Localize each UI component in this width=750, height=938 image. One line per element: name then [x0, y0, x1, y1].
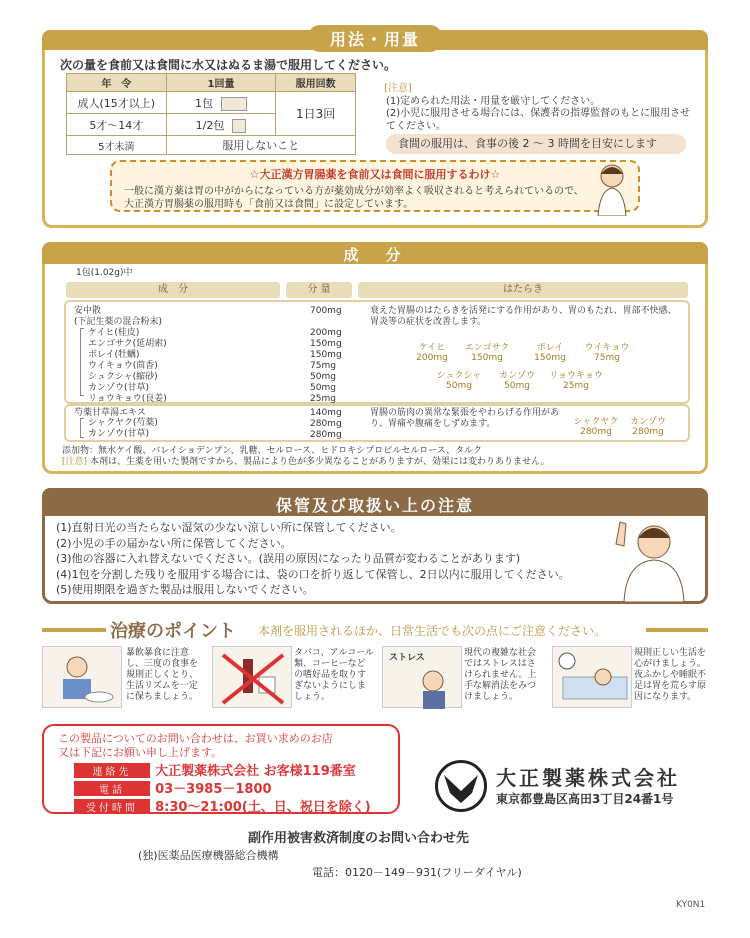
herb-chip [548, 368, 604, 391]
company-logo-icon [435, 760, 487, 812]
herb-chip-name: リョウキョウ [549, 371, 603, 381]
table-header-dose: 1回量 [166, 74, 276, 92]
group2-bracket [80, 418, 84, 438]
points-title: 治療のポイント [110, 621, 236, 642]
storage-item: (3)他の容器に入れ替えないでください。(誤用の原因になったり品質が変わることがあります) [56, 552, 521, 565]
group2-items [88, 418, 158, 440]
contact-label: 受付時間 [74, 799, 150, 814]
ingredient-amount: 280mg [310, 419, 342, 429]
usage-note-2: (2)小児に服用させる場合には、保護者の指導監督のもとに服用させてください。 [386, 108, 691, 132]
group1-bracket [80, 328, 84, 396]
relief-title: 副作用被害救済制度のお問い合わせ先 [248, 831, 470, 846]
herb-chip [624, 414, 672, 437]
ingredient-name: ウイキョウ(茴香) [88, 361, 158, 371]
ingredient-amount: 50mg [310, 383, 336, 393]
storage-list [56, 520, 570, 598]
herb-chip-value: 25mg [563, 381, 589, 391]
interval-note: 食間の服用は、食事の後 2 〜 3 時間を目安にします [386, 134, 686, 154]
contact-row [74, 796, 371, 815]
age-adult: 成人(15才以上) [67, 92, 167, 114]
dose-child-value: 1/2包 [195, 118, 225, 132]
dose-child [166, 114, 276, 136]
company-address: 東京都豊島区高田3丁目24番1号 [496, 792, 674, 806]
ingredients-title: 成 分 [343, 246, 407, 264]
tip-sleep: 規則正しい生活を心がけましょう。夜ふかしや睡眠不足は胃を荒らす原因になります。 [634, 648, 707, 702]
reason-text-2: 大正漢方胃腸薬の服用時も「食前又は食間」に設定しています。 [124, 199, 414, 210]
stress-label: ストレス [389, 653, 425, 663]
table-header-times: 服用回数 [276, 74, 356, 92]
ingredients-caution: 本剤は、生薬を用いた製剤ですから、製品により色が多少異なることがありますが、効果には変わりありません。 [90, 457, 550, 467]
company-name: 大正製薬株式会社 [496, 766, 680, 790]
ingredient-amount: 150mg [310, 339, 342, 349]
relief-org: (独)医薬品医療機器総合機構 [138, 849, 279, 862]
dose-adult [166, 92, 276, 114]
herb-chip [434, 368, 484, 391]
group2-amounts [310, 408, 342, 441]
herb-chip-value: 50mg [504, 381, 530, 391]
age-under5: 5才未満 [67, 136, 167, 155]
herb-chip-name: エンゴサク [464, 343, 510, 353]
contact-row [74, 760, 356, 779]
col-amount: 分 量 [286, 282, 352, 298]
herb-chip-value: 150mg [471, 353, 503, 363]
herb-chip-name: シュクシャ [436, 371, 482, 381]
group1-amounts [310, 328, 342, 405]
dosage-table [66, 73, 356, 155]
ingredient-amount: 75mg [310, 361, 336, 371]
dose-under5: 服用しないこと [166, 136, 355, 155]
contact-phone[interactable]: 03－3985－1800 [155, 782, 272, 797]
group1-name: 安中散 [74, 306, 102, 316]
storage-item: (2)小児の手の届かない所に保管してください。 [56, 536, 292, 550]
ingredient-amount: 150mg [310, 350, 342, 360]
storage-item: (5)使用期限を過ぎた製品は服用しないでください。 [56, 583, 314, 596]
herb-chip [462, 340, 512, 363]
storage-item: (1)直射日光の当たらない湿気の少ない涼しい所に保管してください。 [56, 521, 402, 534]
usage-note-1: (1)定められた用法・用量を厳守してください。 [386, 96, 601, 107]
ingredient-amount: 200mg [310, 328, 342, 338]
tip-stress: 現代の複雑な社会ではストレスはさけられません。上手な解消法をみつけましょう。 [464, 648, 537, 702]
ingredient-amount: 50mg [310, 372, 336, 382]
usage-title: 用法・用量 [308, 25, 442, 52]
points-subtitle: 本剤を服用されるほか、日常生活でも次の点にご注意ください。 [258, 624, 607, 638]
ingredient-name: カンゾウ(甘草) [88, 429, 150, 439]
contact-value: 大正製薬株式会社 お客様119番室 [155, 764, 356, 779]
ingredient-name: リョウキョウ(良姜) [88, 394, 167, 404]
col-ingredient: 成 分 [66, 282, 280, 298]
age-child: 5才〜14才 [67, 114, 167, 136]
per-packet: 1包(1.02g)中 [76, 268, 133, 278]
group1-items [88, 328, 167, 405]
ingredient-name: シャクヤク(芍薬) [88, 418, 158, 428]
herb-chip [528, 340, 572, 363]
points-rule-left [42, 628, 106, 632]
ingredient-name: エンゴサク(延胡索) [88, 339, 167, 349]
storage-title: 保管及び取扱い上の注意 [275, 496, 475, 515]
dose-adult-value: 1包 [194, 96, 213, 110]
herb-chip-value: 280mg [632, 427, 664, 437]
contact-intro-2: 又は下記にお願い申し上げます。 [58, 746, 223, 759]
herb-chip [582, 340, 632, 363]
group1-sub: (下記生薬の混合粉末) [74, 317, 163, 327]
no-tobacco-alcohol-illustration [212, 646, 292, 708]
reason-box [110, 160, 640, 212]
tip-meal: 暴飲暴食に注意し、三度の食事を規則正しくとり、生活リズムを一定に保ちましょう。 [126, 648, 199, 702]
herb-chip-value: 50mg [446, 381, 472, 391]
herb-chip-value: 75mg [594, 353, 620, 363]
reason-title: ☆大正漢方胃腸薬を食前又は食間に服用するわけ☆ [249, 168, 501, 181]
group2-name: 芍薬甘草湯エキス [74, 408, 146, 418]
relief-phone[interactable]: 電話：0120－149－931(フリーダイヤル) [312, 866, 522, 879]
ingredient-name: ボレイ(牡蠣) [88, 350, 140, 360]
contact-row [74, 778, 272, 797]
ingredient-name: カンゾウ(甘草) [88, 383, 150, 393]
ingredient-amount: 25mg [310, 394, 336, 404]
usage-intro: 次の量を食前又は食間に水又はぬるま湯で服用してください。 [60, 58, 397, 72]
herb-chip [494, 368, 540, 391]
nurse-illustration [592, 160, 632, 216]
contact-label: 連絡先 [74, 763, 150, 778]
ingredient-name: ケイヒ(桂皮) [88, 328, 140, 338]
herb-chip-value: 150mg [534, 353, 566, 363]
group2-amount: 140mg [310, 408, 342, 418]
additives: 添加物：無水ケイ酸、バレイショデンプン、乳糖、セルロース、ヒドロキシプロピルセルロース、タルク [62, 446, 482, 456]
contact-label: 電話 [74, 781, 150, 796]
times-value: 1日3回 [276, 92, 356, 136]
group1-amount: 700mg [310, 306, 342, 316]
ingredients-caution-label: [注意] [62, 457, 88, 467]
stress-illustration [382, 646, 462, 708]
reason-text-1: 一般に漢方薬は胃の中がからになっている方が薬効成分が効率よく吸収されると考えられているので、 [124, 186, 584, 197]
tip-luxury: タバコ、アルコール類、コーヒーなどの嗜好品を取りすぎないようにしましょう。 [294, 648, 375, 702]
pharmacist-illustration [610, 516, 700, 602]
contact-value: 8:30～21:00(土、日、祝日を除く) [155, 800, 371, 815]
packet-icon [221, 97, 247, 111]
herb-chip-name: ボレイ [536, 343, 564, 353]
herb-chip-name: カンゾウ [629, 417, 666, 427]
herb-chip-name: ウイキョウ [584, 343, 630, 353]
herb-chip-name: ケイヒ [418, 343, 446, 353]
points-rule-right [646, 628, 708, 632]
herb-chip-value: 280mg [580, 427, 612, 437]
herb-chip [572, 414, 620, 437]
sleep-illustration [552, 646, 632, 708]
group2-effect: 胃腸の筋肉の異常な緊張をやわらげる作用があり、胃痛や腹痛をしずめます。 [370, 408, 560, 429]
contact-intro-1: この製品についてのお問い合わせは、お買い求めのお店 [58, 732, 333, 745]
eagle-icon [438, 763, 484, 809]
usage-note-label: [注意] [384, 83, 412, 94]
herb-chip-name: シャクヤク [573, 417, 619, 427]
table-header-age: 年 令 [67, 74, 167, 92]
ingredient-name: シュクシャ(縮砂) [88, 372, 158, 382]
meal-illustration [42, 646, 122, 708]
ingredient-amount: 280mg [310, 430, 342, 440]
herb-chip [412, 340, 452, 363]
herb-chip-name: カンゾウ [498, 371, 535, 381]
col-effect: はたらき [358, 282, 688, 298]
half-packet-icon [232, 119, 246, 133]
product-code: KY0N1 [676, 900, 706, 910]
storage-item: (4)1包を分割した残りを服用する場合には、袋の口を折り返して保管し、2日以内に服用してください。 [56, 567, 570, 581]
group1-effect: 衰えた胃腸のはたらきを活発にする作用があり、胃のもたれ、胃部不快感、胃炎等の症状を改善します。 [370, 306, 677, 327]
herb-chip-value: 200mg [416, 353, 448, 363]
